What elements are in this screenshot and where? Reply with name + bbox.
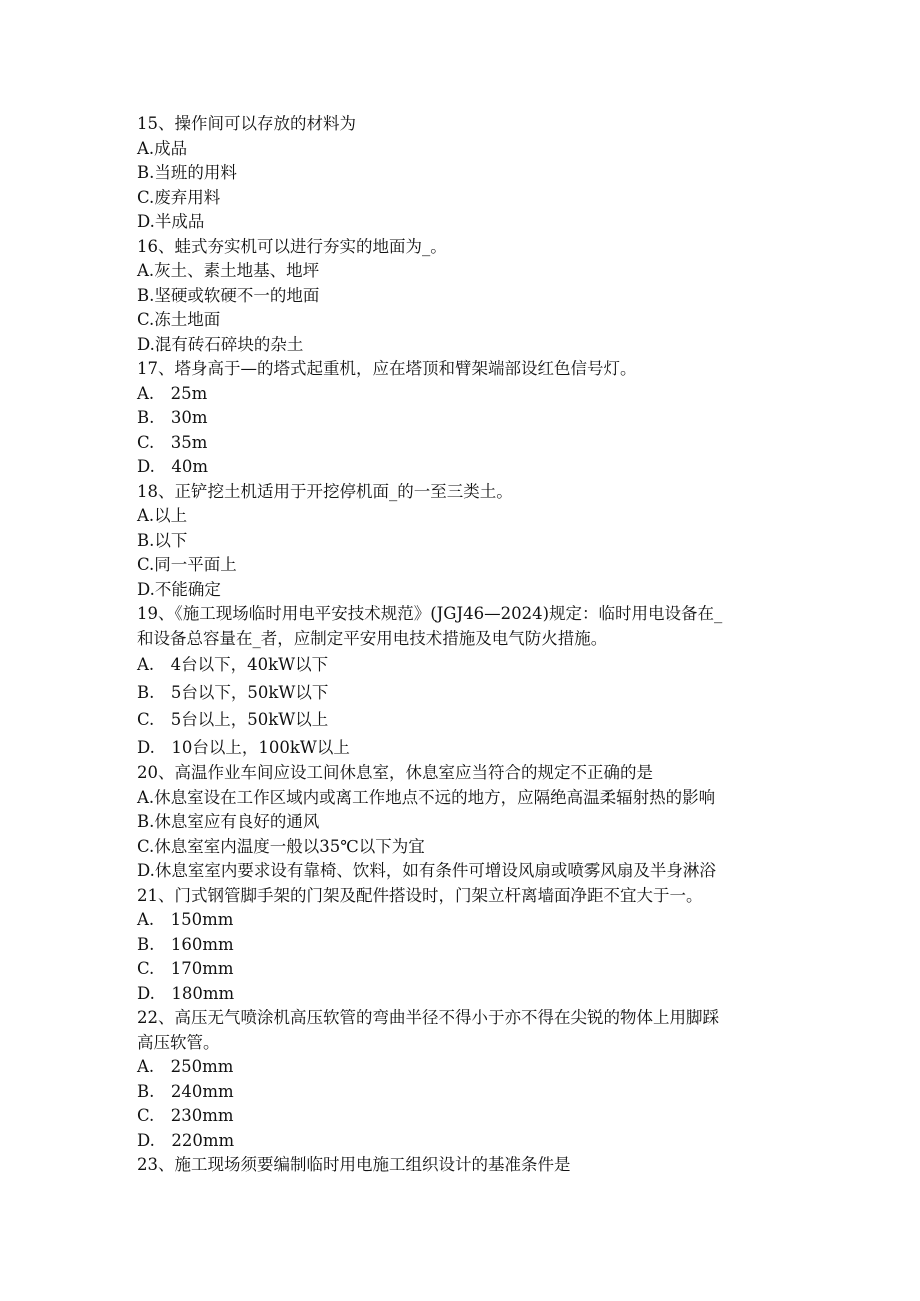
question-22-option-d: D. 220mm bbox=[137, 1130, 235, 1150]
question-16-option-b: B.坚硬或软硬不一的地面 bbox=[137, 285, 320, 305]
question-22-option-b: B. 240mm bbox=[137, 1081, 234, 1101]
question-21-option-b: B. 160mm bbox=[137, 934, 234, 954]
question-19-option-c: C. 5台以上，50kW以上 bbox=[137, 710, 329, 729]
question-17-title: 17、塔身高于—的塔式起重机，应在塔顶和臂架端部设红色信号灯。 bbox=[137, 359, 637, 378]
question-17-option-c: C. 35m bbox=[137, 432, 208, 452]
question-17-option-a: A. 25m bbox=[137, 383, 208, 403]
question-19-title-line-1: 19、《施工现场临时用电平安技术规范》(JGJ46—2024)规定：临时用电设备在_ bbox=[137, 604, 723, 623]
question-15-title: 15、操作间可以存放的材料为 bbox=[137, 114, 356, 133]
question-19-option-b: B. 5台以下，50kW以下 bbox=[137, 682, 329, 702]
question-18-option-c: C.同一平面上 bbox=[137, 555, 237, 574]
question-17-option-b: B. 30m bbox=[137, 408, 208, 427]
question-18-option-b: B.以下 bbox=[137, 530, 188, 550]
question-23-title: 23、施工现场须要编制临时用电施工组织设计的基准条件是 bbox=[137, 1155, 571, 1174]
question-21-option-a: A. 150mm bbox=[137, 910, 234, 929]
question-20-option-b: B.休息室应有良好的通风 bbox=[137, 812, 320, 831]
question-17-option-d: D. 40m bbox=[137, 457, 209, 476]
question-15-option-a: A.成品 bbox=[137, 138, 188, 158]
question-19-option-d: D. 10台以上，100kW以上 bbox=[137, 737, 350, 757]
question-18-option-a: A.以上 bbox=[137, 506, 188, 525]
question-16-option-d: D.混有砖石碎块的杂土 bbox=[137, 334, 304, 354]
question-21-option-d: D. 180mm bbox=[137, 983, 235, 1003]
question-22-title-line-2: 高压软管。 bbox=[137, 1032, 220, 1052]
question-15-option-d: D.半成品 bbox=[137, 212, 205, 231]
question-16-title: 16、蛙式夯实机可以进行夯实的地面为_。 bbox=[137, 236, 447, 256]
question-21-option-c: C. 170mm bbox=[137, 959, 234, 978]
question-22-option-c: C. 230mm bbox=[137, 1106, 234, 1125]
question-16-option-c: C.冻土地面 bbox=[137, 310, 221, 329]
question-20-option-d: D.休息室室内要求设有靠椅、饮料，如有条件可增设风扇或喷雾风扇及半身淋浴 bbox=[137, 861, 716, 880]
question-22-option-a: A. 250mm bbox=[137, 1057, 234, 1076]
question-19-option-a: A. 4台以下，40kW以下 bbox=[137, 655, 329, 674]
question-20-title: 20、高温作业车间应设工间休息室，休息室应当符合的规定不正确的是 bbox=[137, 763, 653, 782]
question-18-title: 18、正铲挖土机适用于开挖停机面_的一至三类土。 bbox=[137, 481, 513, 501]
question-15-option-b: B.当班的用料 bbox=[137, 163, 237, 182]
question-19-title-line-2: 和设备总容量在_者，应制定平安用电技术措施及电气防火措施。 bbox=[137, 628, 608, 648]
question-list bbox=[137, 112, 797, 1178]
question-22-title-line-1: 22、高压无气喷涂机高压软管的弯曲半径不得小于亦不得在尖锐的物体上用脚踩 bbox=[137, 1008, 719, 1027]
question-20-option-c: C.休息室室内温度一般以35℃以下为宜 bbox=[137, 836, 425, 856]
question-21-title: 21、门式钢管脚手架的门架及配件搭设时，门架立杆离墙面净距不宜大于一。 bbox=[137, 885, 703, 905]
question-16-option-a: A.灰土、素土地基、地坪 bbox=[137, 261, 320, 280]
question-15-option-c: C.废弃用料 bbox=[137, 187, 221, 207]
question-18-option-d: D.不能确定 bbox=[137, 579, 221, 599]
question-20-option-a: A.休息室设在工作区域内或离工作地点不远的地方，应隔绝高温柔辐射热的影响 bbox=[137, 787, 716, 807]
